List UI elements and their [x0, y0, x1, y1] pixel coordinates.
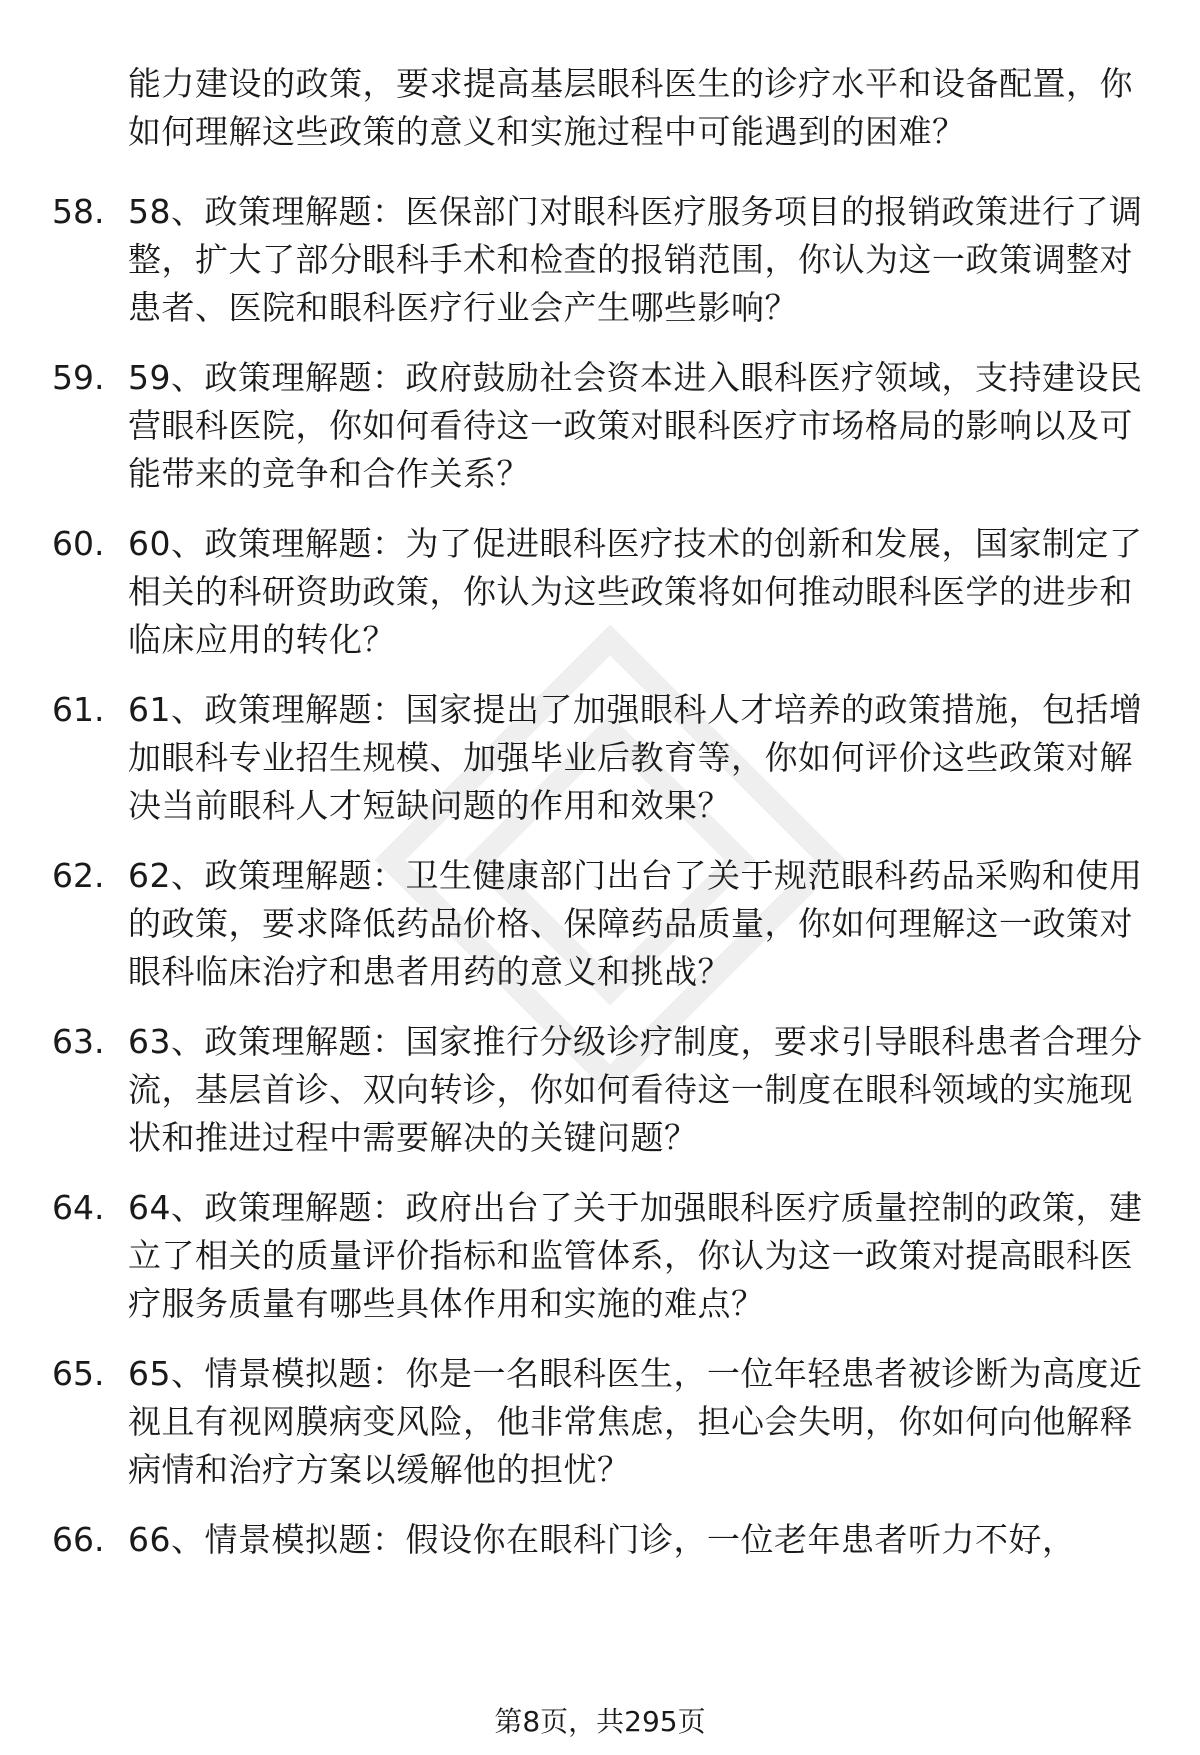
question-text: 66、情景模拟题：假设你在眼科门诊，一位老年患者听力不好，	[128, 1520, 1076, 1559]
question-text: 64、政策理解题：政府出台了关于加强眼科医疗质量控制的政策，建立了相关的质量评价指标和监管体系，你认为这一政策对提高眼科医疗服务质量有哪些具体作用和实施的难点？	[128, 1188, 1143, 1323]
question-text: 61、政策理解题：国家提出了加强眼科人才培养的政策措施，包括增加眼科专业招生规模、加强毕业后教育等，你如何评价这些政策对解决当前眼科人才短缺问题的作用和效果？	[128, 690, 1143, 825]
intro-paragraph: 能力建设的政策，要求提高基层眼科医生的诊疗水平和设备配置，你如何理解这些政策的意义和实施过程中可能遇到的困难？	[128, 64, 1133, 151]
question-text: 60、政策理解题：为了促进眼科医疗技术的创新和发展，国家制定了相关的科研资助政策，你认为这些政策将如何推动眼科医学的进步和临床应用的转化？	[128, 524, 1143, 659]
question-item	[0, 1350, 1200, 1516]
question-text: 62、政策理解题：卫生健康部门出台了关于规范眼科药品采购和使用的政策，要求降低药品价格、保障药品质量，你如何理解这一政策对眼科临床治疗和患者用药的意义和挑战？	[128, 856, 1143, 991]
question-item	[0, 686, 1200, 852]
question-item	[0, 852, 1200, 1018]
page-footer: 第8页，共295页	[494, 1705, 706, 1738]
question-number: 62.	[52, 856, 105, 895]
question-text: 65、情景模拟题：你是一名眼科医生，一位年轻患者被诊断为高度近视且有视网膜病变风险，他非常焦虑，担心会失明，你如何向他解释病情和治疗方案以缓解他的担忧？	[128, 1354, 1143, 1489]
question-number: 66.	[52, 1520, 105, 1559]
question-number: 63.	[52, 1022, 105, 1061]
question-number: 59.	[52, 358, 105, 397]
question-list	[0, 188, 1200, 1682]
question-number: 58.	[52, 192, 105, 231]
question-item	[0, 354, 1200, 520]
question-text: 58、政策理解题：医保部门对眼科医疗服务项目的报销政策进行了调整，扩大了部分眼科手术和检查的报销范围，你认为这一政策调整对患者、医院和眼科医疗行业会产生哪些影响？	[128, 192, 1143, 327]
question-number: 64.	[52, 1188, 105, 1227]
question-item	[0, 1018, 1200, 1184]
question-item	[0, 1516, 1200, 1682]
question-text: 63、政策理解题：国家推行分级诊疗制度，要求引导眼科患者合理分流，基层首诊、双向转诊，你如何看待这一制度在眼科领域的实施现状和推进过程中需要解决的关键问题？	[128, 1022, 1143, 1157]
question-item	[0, 1184, 1200, 1350]
question-item	[0, 520, 1200, 686]
question-item	[0, 188, 1200, 354]
question-number: 60.	[52, 524, 105, 563]
question-number: 65.	[52, 1354, 105, 1393]
question-text: 59、政策理解题：政府鼓励社会资本进入眼科医疗领域，支持建设民营眼科医院，你如何看待这一政策对眼科医疗市场格局的影响以及可能带来的竞争和合作关系？	[128, 358, 1143, 493]
question-number: 61.	[52, 690, 105, 729]
